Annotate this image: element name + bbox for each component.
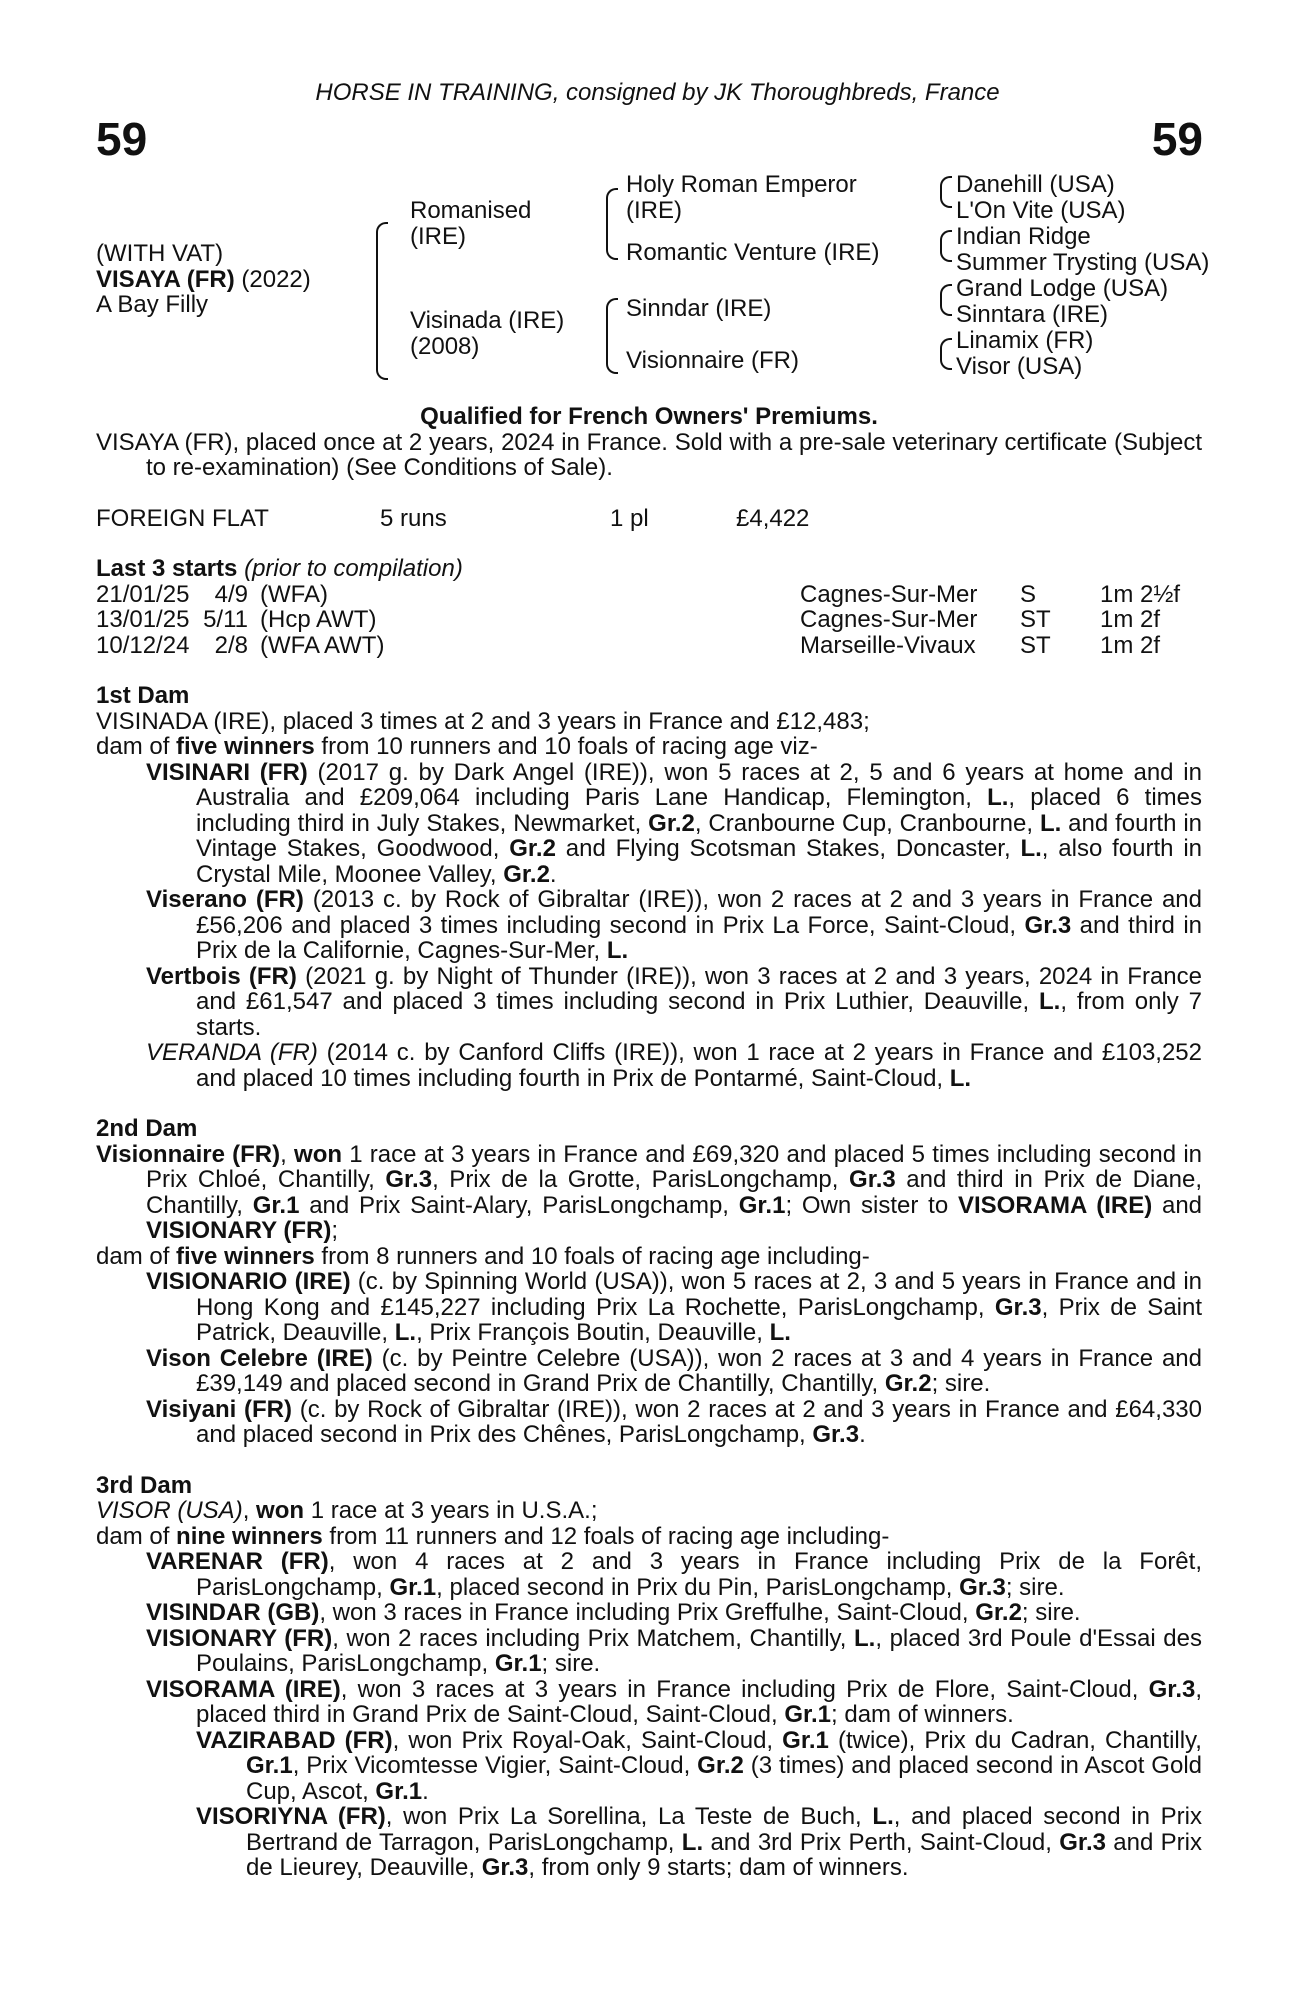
start-date: 10/12/24 bbox=[96, 631, 190, 659]
start-distance: 1m 2½f bbox=[1100, 580, 1181, 608]
catalogue-header: HORSE IN TRAINING, consigned by JK Thoroughbreds, France bbox=[315, 79, 1000, 106]
start-position: 4/9 bbox=[214, 580, 248, 608]
first-dam-heading: 1st Dam bbox=[96, 682, 190, 709]
start-course: Cagnes-Sur-Mer bbox=[800, 580, 978, 608]
pedigree-g2: L'On Vite (USA) bbox=[956, 196, 1126, 224]
third-dam-text: VISOR (USA), won 1 race at 3 years in U.S.A.; dam of nine winners from 11 runners and 12 foals of racing age including- VARENAR (FR), won 4 races at 2 and 3 years in France including Prix de la Forêt, ParisLongchamp, Gr.1, placed second in Prix du Pin, ParisLongchamp, Gr.3; sire. VISINDAR (GB), won 3 races in France including Prix Greffulhe, Saint-Cloud, Gr.2; sire. VISIONARY (FR), won 2 races including Prix Matchem, Chantilly, L., placed 3rd Poule d'Essai des Poulains, ParisLongchamp, Gr.1; sire. VISORAMA (IRE), won 3 races at 3 years in France including Prix de Flore, Saint-Cloud, Gr.3, placed third in Grand Prix de Saint-Cloud, Saint-Cloud, Gr.1; dam of winners. VAZIRABAD (FR), won Prix Royal-Oak, Saint-Cloud, Gr.1 (twice), Prix du Cadran, Chantilly, Gr.1, Prix Vicomtesse Vigier, Saint-Cloud, Gr.2 (3 times) and placed second in Ascot Gold Cup, Ascot, Gr.1. VISORIYNA (FR), won Prix La Sorellina, La Teste de Buch, L., and placed second in Prix Bertrand de Tarragon, ParisLongchamp, L. and 3rd Prix Perth, Saint-Cloud, Gr.3 and Prix de Lieurey, Deauville, Gr.3, from only 9 starts; dam of winners. bbox=[96, 1497, 1203, 1881]
start-going: ST bbox=[1020, 606, 1051, 633]
table-row bbox=[96, 582, 1202, 608]
record-earnings: £4,422 bbox=[736, 504, 810, 532]
pedigree-dam: Visinada (IRE) (2008) bbox=[410, 307, 565, 360]
start-position: 2/8 bbox=[214, 631, 248, 659]
start-type: (WFA AWT) bbox=[260, 631, 385, 659]
pedigree-brace-5 bbox=[940, 230, 952, 262]
list-item: VISORIYNA (FR), won Prix La Sorellina, La Teste de Buch, L., and placed second in Prix Bertrand de Tarragon, ParisLongchamp, L. and 3rd Prix Perth, Saint-Cloud, Gr.3 and Prix de Lieurey, Deauville, Gr.3, from only 9 starts; dam of winners. bbox=[196, 1803, 1202, 1881]
list-item: VISIONARY (FR), won 2 races including Prix Matchem, Chantilly, L., placed 3rd Poule d'Essai des Poulains, ParisLongchamp, Gr.1; sire. bbox=[146, 1624, 1203, 1677]
start-course: Cagnes-Sur-Mer bbox=[800, 606, 978, 633]
race-record bbox=[96, 506, 809, 532]
record-label: FOREIGN FLAT bbox=[96, 504, 269, 532]
pedigree-g3: Indian Ridge bbox=[956, 223, 1091, 250]
record-runs: 5 runs bbox=[380, 504, 447, 532]
start-type: (WFA) bbox=[260, 580, 328, 608]
start-position: 5/11 bbox=[203, 606, 248, 633]
last-starts-title: Last 3 starts bbox=[96, 555, 238, 582]
start-going: ST bbox=[1020, 631, 1051, 659]
premiums-note: Qualified for French Owners' Premiums. bbox=[420, 403, 878, 430]
second-dam-heading: 2nd Dam bbox=[96, 1115, 198, 1142]
pedigree-sire-sire: Holy Roman Emperor (IRE) bbox=[626, 171, 857, 224]
list-item: VISIONARIO (IRE) (c. by Spinning World (USA)), won 5 races at 2, 3 and 5 years in France and in Hong Kong and £145,227 including Prix La Rochette, ParisLongchamp, Gr.3, Prix de Saint Patrick, Deauville, L., Prix François Boutin, Deauville, L. bbox=[146, 1268, 1203, 1346]
list-item: Vison Celebre (IRE) (c. by Peintre Celebre (USA)), won 2 races at 3 and 4 years in France and £39,149 and placed second in Grand Prix de Chantilly, Chantilly, Gr.2; sire. bbox=[146, 1344, 1203, 1397]
pedigree-gen3 bbox=[956, 172, 1296, 379]
vat-note: (WITH VAT) bbox=[96, 240, 224, 267]
start-date: 13/01/25 bbox=[96, 606, 190, 633]
pedigree-brace-3 bbox=[606, 298, 618, 374]
last-starts-table bbox=[96, 582, 1202, 659]
record-placed: 1 pl bbox=[610, 504, 649, 532]
second-dam-text: Visionnaire (FR), won 1 race at 3 years in France and £69,320 and placed 5 times including second in Prix Chloé, Chantilly, Gr.3, Prix de la Grotte, ParisLongchamp, Gr.3 and third in Prix de Diane, Chantilly, Gr.1 and Prix Saint-Alary, ParisLongchamp, Gr.1; Own sister to VISORAMA (IRE) and VISIONARY (FR); dam of five winners from 8 runners and 10 foals of racing age including- VISIONARIO (IRE) (c. by Spinning World (USA)), won 5 races at 2, 3 and 5 years in France and in Hong Kong and £145,227 including Prix La Rochette, ParisLongchamp, Gr.3, Prix de Saint Patrick, Deauville, L., Prix François Boutin, Deauville, L. Vison Celebre (IRE) (c. by Peintre Celebre (USA)), won 2 races at 3 and 4 years in France and £39,149 and placed second in Grand Prix de Chantilly, Chantilly, Gr.2; sire. Visiyani (FR) (c. by Rock of Gibraltar (IRE)), won 2 races at 2 and 3 years in France and £64,330 and placed second in Prix des Chênes, ParisLongchamp, Gr.3. bbox=[96, 1140, 1203, 1448]
start-distance: 1m 2f bbox=[1100, 606, 1161, 633]
third-dam-heading: 3rd Dam bbox=[96, 1471, 193, 1499]
pedigree-g7: Linamix (FR) bbox=[956, 327, 1094, 354]
pedigree-g8: Visor (USA) bbox=[956, 352, 1083, 380]
pedigree-dam-dam: Visionnaire (FR) bbox=[626, 347, 799, 374]
horse-description: A Bay Filly bbox=[96, 291, 209, 318]
first-dam-text: VISINADA (IRE), placed 3 times at 2 and 3 years in France and £12,483; dam of five winners from 10 runners and 10 foals of racing age viz- VISINARI (FR) (2017 g. by Dark Angel (IRE)), won 5 races at 2, 5 and 6 years at home and in Australia and £209,064 including Paris Lane Handicap, Flemington, L., placed 6 times including third in July Stakes, Newmarket, Gr.2, Cranbourne Cup, Cranbourne, L. and fourth in Vintage Stakes, Goodwood, Gr.2 and Flying Scotsman Stakes, Doncaster, L., also fourth in Crystal Mile, Moonee Valley, Gr.2. Viserano (FR) (2013 c. by Rock of Gibraltar (IRE)), won 2 races at 2 and 3 years in France and £56,206 and placed 3 times including second in Prix La Force, Saint-Cloud, Gr.3 and third in Prix de la Californie, Cagnes-Sur-Mer, L. Vertbois (FR) (2021 g. by Night of Thunder (IRE)), won 3 races at 2 and 3 years, 2024 in France and £61,547 and placed 3 times including second in Prix Luthier, Deauville, L., from only 7 starts. VERANDA (FR) (2014 c. by Canford Cliffs (IRE)), won 1 race at 2 years in France and £103,252 and placed 10 times including fourth in Prix de Pontarmé, Saint-Cloud, L. bbox=[96, 707, 1203, 1092]
pedigree-g5: Grand Lodge (USA) bbox=[956, 275, 1169, 302]
start-course: Marseille-Vivaux bbox=[800, 631, 976, 659]
start-going: S bbox=[1020, 580, 1037, 608]
list-item: Viserano (FR) (2013 c. by Rock of Gibraltar (IRE)), won 2 races at 2 and 3 years in France and £56,206 and placed 3 times including second in Prix La Force, Saint-Cloud, Gr.3 and third in Prix de la Californie, Cagnes-Sur-Mer, L. bbox=[146, 886, 1203, 964]
list-item: VERANDA (FR) (2014 c. by Canford Cliffs (IRE)), won 1 race at 2 years in France and £103,252 and placed 10 times including fourth in Prix de Pontarmé, Saint-Cloud, L. bbox=[146, 1039, 1202, 1092]
pedigree-brace-2 bbox=[606, 188, 618, 260]
list-item: VAZIRABAD (FR), won Prix Royal-Oak, Saint-Cloud, Gr.1 (twice), Prix du Cadran, Chantilly, Gr.1, Prix Vicomtesse Vigier, Saint-Cloud, Gr.2 (3 times) and placed second in Ascot Gold Cup, Ascot, Gr.1. bbox=[196, 1726, 1202, 1805]
pedigree-g6: Sinntara (IRE) bbox=[956, 300, 1109, 328]
pedigree-dam-sire: Sinndar (IRE) bbox=[626, 295, 772, 322]
horse-year: (2022) bbox=[241, 265, 311, 293]
start-date: 21/01/25 bbox=[96, 580, 190, 608]
catalogue-body bbox=[96, 404, 1202, 1881]
lot-number-left: 59 bbox=[96, 113, 148, 165]
horse-name: VISAYA (FR) bbox=[96, 265, 235, 293]
pedigree-brace-7 bbox=[940, 338, 952, 370]
pedigree-g4: Summer Trysting (USA) bbox=[956, 248, 1210, 276]
pedigree-brace-1 bbox=[376, 222, 388, 380]
table-row bbox=[96, 607, 1202, 633]
list-item: Visiyani (FR) (c. by Rock of Gibraltar (IRE)), won 2 races at 2 and 3 years in France and £64,330 and placed second in Prix des Chênes, ParisLongchamp, Gr.3. bbox=[146, 1395, 1202, 1448]
start-distance: 1m 2f bbox=[1100, 631, 1161, 659]
pedigree-sire-dam: Romantic Venture (IRE) bbox=[626, 239, 880, 266]
intro-paragraph: VISAYA (FR), placed once at 2 years, 2024 in France. Sold with a pre-sale veterinary certificate (Subject to re-examination) (See Conditions of Sale). bbox=[96, 428, 1202, 481]
list-item: VISINARI (FR) (2017 g. by Dark Angel (IRE)), won 5 races at 2, 5 and 6 years at home and in Australia and £209,064 including Paris Lane Handicap, Flemington, L., placed 6 times including third in July Stakes, Newmarket, Gr.2, Cranbourne Cup, Cranbourne, L. and fourth in Vintage Stakes, Goodwood, Gr.2 and Flying Scotsman Stakes, Doncaster, L., also fourth in Crystal Mile, Moonee Valley, Gr.2. bbox=[146, 758, 1203, 888]
list-item: VARENAR (FR), won 4 races at 2 and 3 years in France including Prix de la Forêt, ParisLongchamp, Gr.1, placed second in Prix du Pin, ParisLongchamp, Gr.3; sire. bbox=[146, 1548, 1202, 1601]
lot-number-right: 59 bbox=[1151, 113, 1203, 165]
last-starts-note: (prior to compilation) bbox=[244, 555, 463, 582]
list-item: Vertbois (FR) (2021 g. by Night of Thunder (IRE)), won 3 races at 2 and 3 years, 2024 in France and £61,547 and placed 3 times including second in Prix Luthier, Deauville, L., from only 7 starts. bbox=[146, 962, 1203, 1041]
list-item: VISORAMA (IRE), won 3 races at 3 years in France including Prix de Flore, Saint-Cloud, Gr.3, placed third in Grand Prix de Saint-Cloud, Saint-Cloud, Gr.1; dam of winners. bbox=[146, 1675, 1203, 1728]
pedigree-brace-4 bbox=[940, 176, 952, 208]
pedigree-brace-6 bbox=[940, 284, 952, 316]
horse-identity bbox=[96, 241, 311, 318]
pedigree-g1: Danehill (USA) bbox=[956, 171, 1115, 198]
start-type: (Hcp AWT) bbox=[260, 606, 377, 633]
table-row bbox=[96, 633, 1202, 659]
pedigree-sire: Romanised (IRE) bbox=[410, 197, 532, 250]
list-item: VISINDAR (GB), won 3 races in France including Prix Greffulhe, Saint-Cloud, Gr.2; sire. bbox=[146, 1599, 1081, 1626]
